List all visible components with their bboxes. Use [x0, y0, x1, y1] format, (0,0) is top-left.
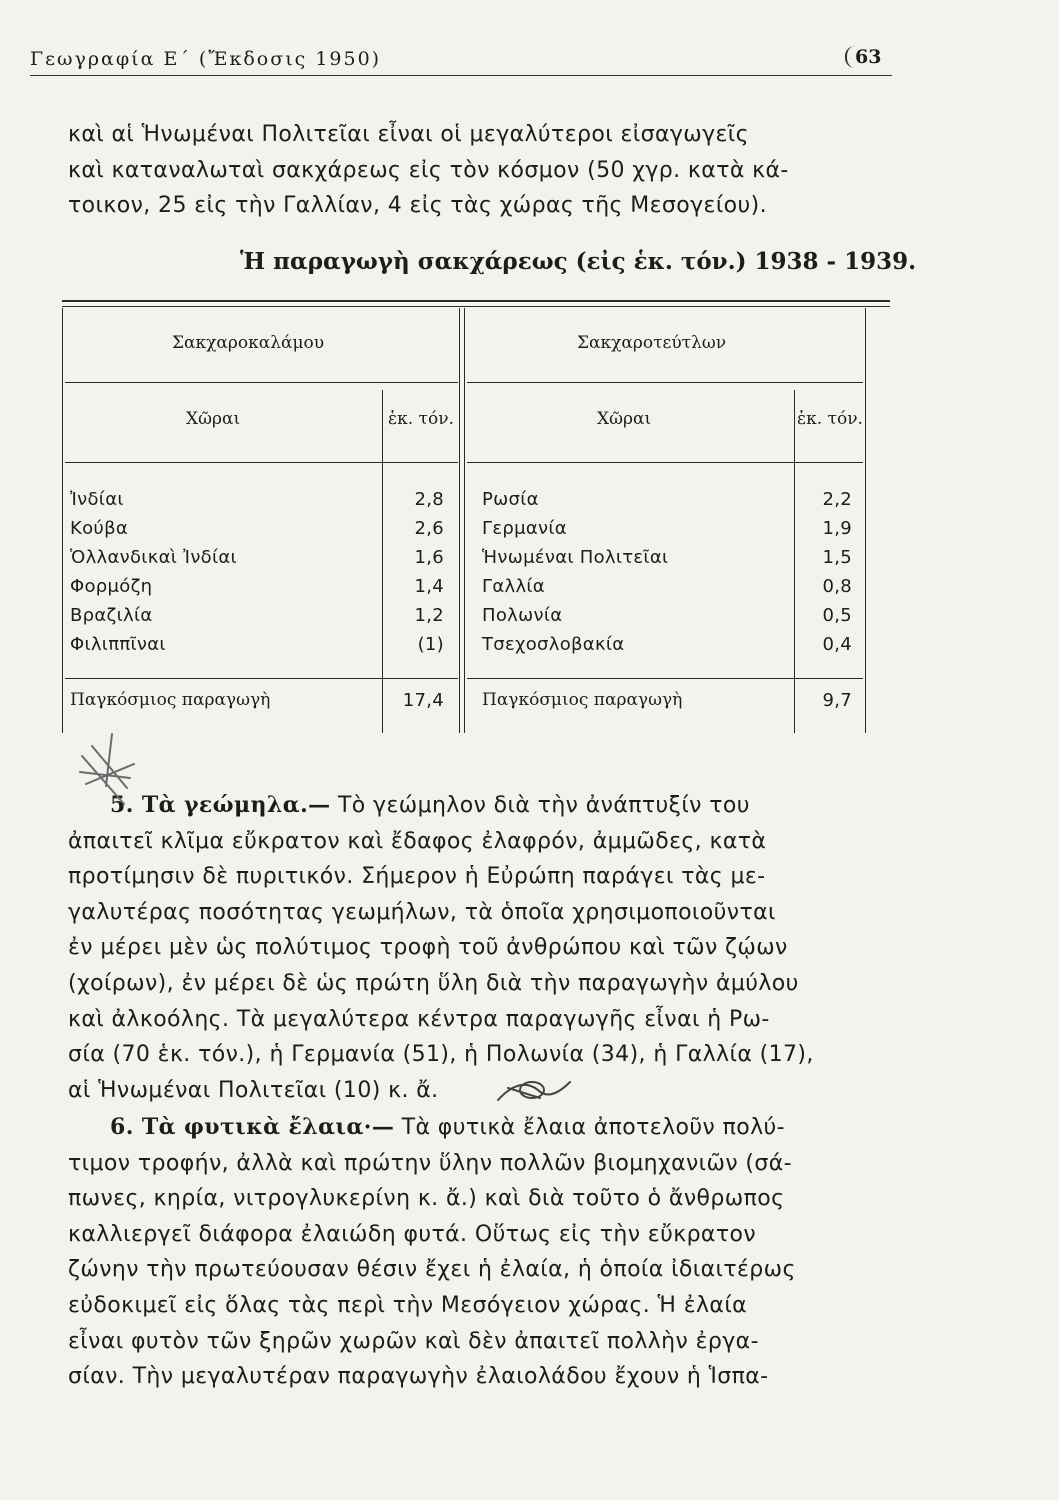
- text-line: ἐν μέρει μὲν ὡς πολύτιμος τροφὴ τοῦ ἀνθρώπου καὶ τῶν ζῴων: [68, 935, 788, 961]
- right-group-header: Σακχαροτεύτλων: [577, 333, 727, 353]
- value-cell: 1,9: [822, 518, 852, 539]
- country-cell: Ρωσία: [482, 489, 539, 510]
- text-line: τοικον, 25 εἰς τὴν Γαλλίαν, 4 εἰς τὰς χώρας τῆς Μεσογείου).: [68, 193, 768, 219]
- section-5-heading: 5. Τὰ γεώμηλα.—: [110, 792, 331, 818]
- country-cell: Πολωνία: [482, 605, 563, 626]
- group-rule-right: [467, 382, 863, 383]
- country-cell: Γαλλία: [482, 576, 545, 597]
- section-5-paragraph: [68, 788, 898, 1108]
- section-6-heading: 6. Τὰ φυτικὰ ἔλαια·—: [110, 1114, 395, 1140]
- right-value-list: [790, 485, 852, 659]
- right-country-list: [482, 485, 782, 659]
- right-country-header: Χῶραι: [597, 409, 652, 429]
- table-caption: Ἡ παραγωγὴ σακχάρεως (εἰς ἑκ. τόν.) 1938 - 1939.: [240, 248, 917, 275]
- page-number: 63: [845, 46, 887, 68]
- text-line: καλλιεργεῖ διάφορα ἐλαιώδη φυτά. Οὕτως εἰς τὴν εὔκρατον: [68, 1221, 757, 1247]
- left-country-list: [70, 485, 370, 659]
- value-cell: 1,5: [822, 547, 852, 568]
- table-right-border: [865, 308, 866, 733]
- text-line: προτίμησιν δὲ πυριτικόν. Σήμερον ἡ Εὐρώπη παράγει τὰς με-: [68, 864, 766, 890]
- text-line: τιμον τροφήν, ἀλλὰ καὶ πρώτην ὕλην πολλῶν βιομηχανιῶν (σά-: [68, 1150, 792, 1176]
- left-value-header: ἑκ. τόν.: [388, 409, 454, 429]
- table-top-rule: [62, 300, 890, 302]
- handwritten-scribble-mark: [490, 1068, 580, 1108]
- value-cell: 0,8: [822, 576, 852, 597]
- table-center-divider: [459, 308, 460, 733]
- table-center-divider-2: [464, 308, 465, 733]
- right-total-label: Παγκόσμιος παραγωγὴ: [482, 690, 683, 710]
- head-rule-left: [65, 462, 458, 463]
- value-cell: 1,6: [414, 547, 444, 568]
- text-line: σία (70 ἑκ. τόν.), ἡ Γερμανία (51), ἡ Πολωνία (34), ἡ Γαλλία (17),: [68, 1042, 814, 1068]
- text-line: ἀπαιτεῖ κλῖμα εὔκρατον καὶ ἔδαφος ἐλαφρόν, ἀμμῶδες, κατὰ: [68, 828, 767, 854]
- total-rule-right: [467, 678, 863, 679]
- intro-paragraph: [68, 117, 898, 224]
- text-line: σίαν. Τὴν μεγαλυτέραν παραγωγὴν ἐλαιολάδου ἔχουν ἡ Ἱσπα-: [68, 1364, 769, 1390]
- left-total-label: Παγκόσμιος παραγωγὴ: [70, 690, 271, 710]
- country-cell: Ἡνωμέναι Πολιτεῖαι: [482, 547, 669, 568]
- text-fragment: Τὸ γεώμηλον διὰ τὴν ἀνάπτυξίν του: [337, 793, 750, 818]
- country-cell: Βραζιλία: [70, 605, 153, 626]
- left-group-header: Σακχαροκαλάμου: [172, 333, 325, 353]
- text-line: καὶ αἱ Ἡνωμέναι Πολιτεῖαι εἶναι οἱ μεγαλύτεροι εἰσαγωγεῖς: [68, 122, 749, 147]
- text-line: γαλυτέρας ποσότητας γεωμήλων, τὰ ὁποῖα χρησιμοποιοῦνται: [68, 899, 776, 925]
- right-total-value: 9,7: [822, 690, 852, 711]
- text-line: καὶ καταναλωταὶ σακχάρεως εἰς τὸν κόσμον (50 χγρ. κατὰ κά-: [68, 157, 789, 183]
- text-line: καὶ ἀλκοόλης. Τὰ μεγαλύτερα κέντρα παραγωγῆς εἶναι ἡ Ρω-: [68, 1006, 770, 1032]
- value-cell: 0,5: [822, 605, 852, 626]
- value-cell: 2,2: [822, 489, 852, 510]
- country-cell: Ὁλλανδικαὶ Ἰνδίαι: [70, 547, 237, 568]
- left-value-list: [384, 485, 444, 659]
- value-cell: 1,2: [414, 605, 444, 626]
- value-cell: (1): [417, 634, 444, 655]
- group-rule-left: [65, 382, 458, 383]
- country-cell: Φορμόζη: [70, 576, 153, 597]
- table-left-border: [62, 308, 63, 733]
- country-cell: Ἰνδίαι: [70, 489, 124, 510]
- country-cell: Τσεχοσλοβακία: [482, 634, 625, 655]
- text-line: πωνες, κηρία, νιτρογλυκερίνη κ. ἄ.) καὶ διὰ τοῦτο ὁ ἄνθρωπος: [68, 1186, 785, 1212]
- right-value-header: ἑκ. τόν.: [797, 409, 863, 429]
- left-country-header: Χῶραι: [186, 409, 241, 429]
- section-6-paragraph: [68, 1110, 898, 1395]
- text-line: [68, 1110, 898, 1146]
- table-top-rule-thin: [62, 306, 890, 307]
- text-line: εὐδοκιμεῖ εἰς ὅλας τὰς περὶ τὴν Μεσόγειον χώρας. Ἡ ἐλαία: [68, 1292, 748, 1318]
- country-cell: Κούβα: [70, 518, 129, 539]
- value-cell: 2,6: [414, 518, 444, 539]
- total-rule-left: [65, 678, 458, 679]
- text-line: εἶναι φυτὸν τῶν ξηρῶν χωρῶν καὶ δὲν ἀπαιτεῖ πολλὴν ἐργα-: [68, 1328, 759, 1354]
- handwritten-star-mark: [72, 726, 142, 806]
- value-cell: 1,4: [414, 576, 444, 597]
- country-cell: Φιλιππῖναι: [70, 634, 166, 655]
- text-line: (χοίρων), ἐν μέρει δὲ ὡς πρώτη ὕλη διὰ τὴν παραγωγὴν ἀμύλου: [68, 970, 799, 996]
- text-fragment: Τὰ φυτικὰ ἔλαια ἀποτελοῦν πολύ-: [401, 1115, 785, 1140]
- value-cell: 2,8: [414, 489, 444, 510]
- head-rule-right: [467, 462, 863, 463]
- text-line: αἱ Ἡνωμέναι Πολιτεῖαι (10) κ. ἄ.: [68, 1077, 439, 1103]
- left-total-value: 17,4: [402, 690, 444, 711]
- country-cell: Γερμανία: [482, 518, 567, 539]
- text-line: [68, 788, 898, 824]
- value-cell: 0,4: [822, 634, 852, 655]
- running-title: Γεωγραφία Ε΄ (Ἔκδοσις 1950): [30, 48, 382, 70]
- text-line: ζώνην τὴν πρωτεύουσαν θέσιν ἔχει ἡ ἐλαία, ἡ ὁποία ἰδιαιτέρως: [68, 1257, 796, 1283]
- left-value-divider: [382, 390, 383, 733]
- header-rule: [30, 75, 892, 76]
